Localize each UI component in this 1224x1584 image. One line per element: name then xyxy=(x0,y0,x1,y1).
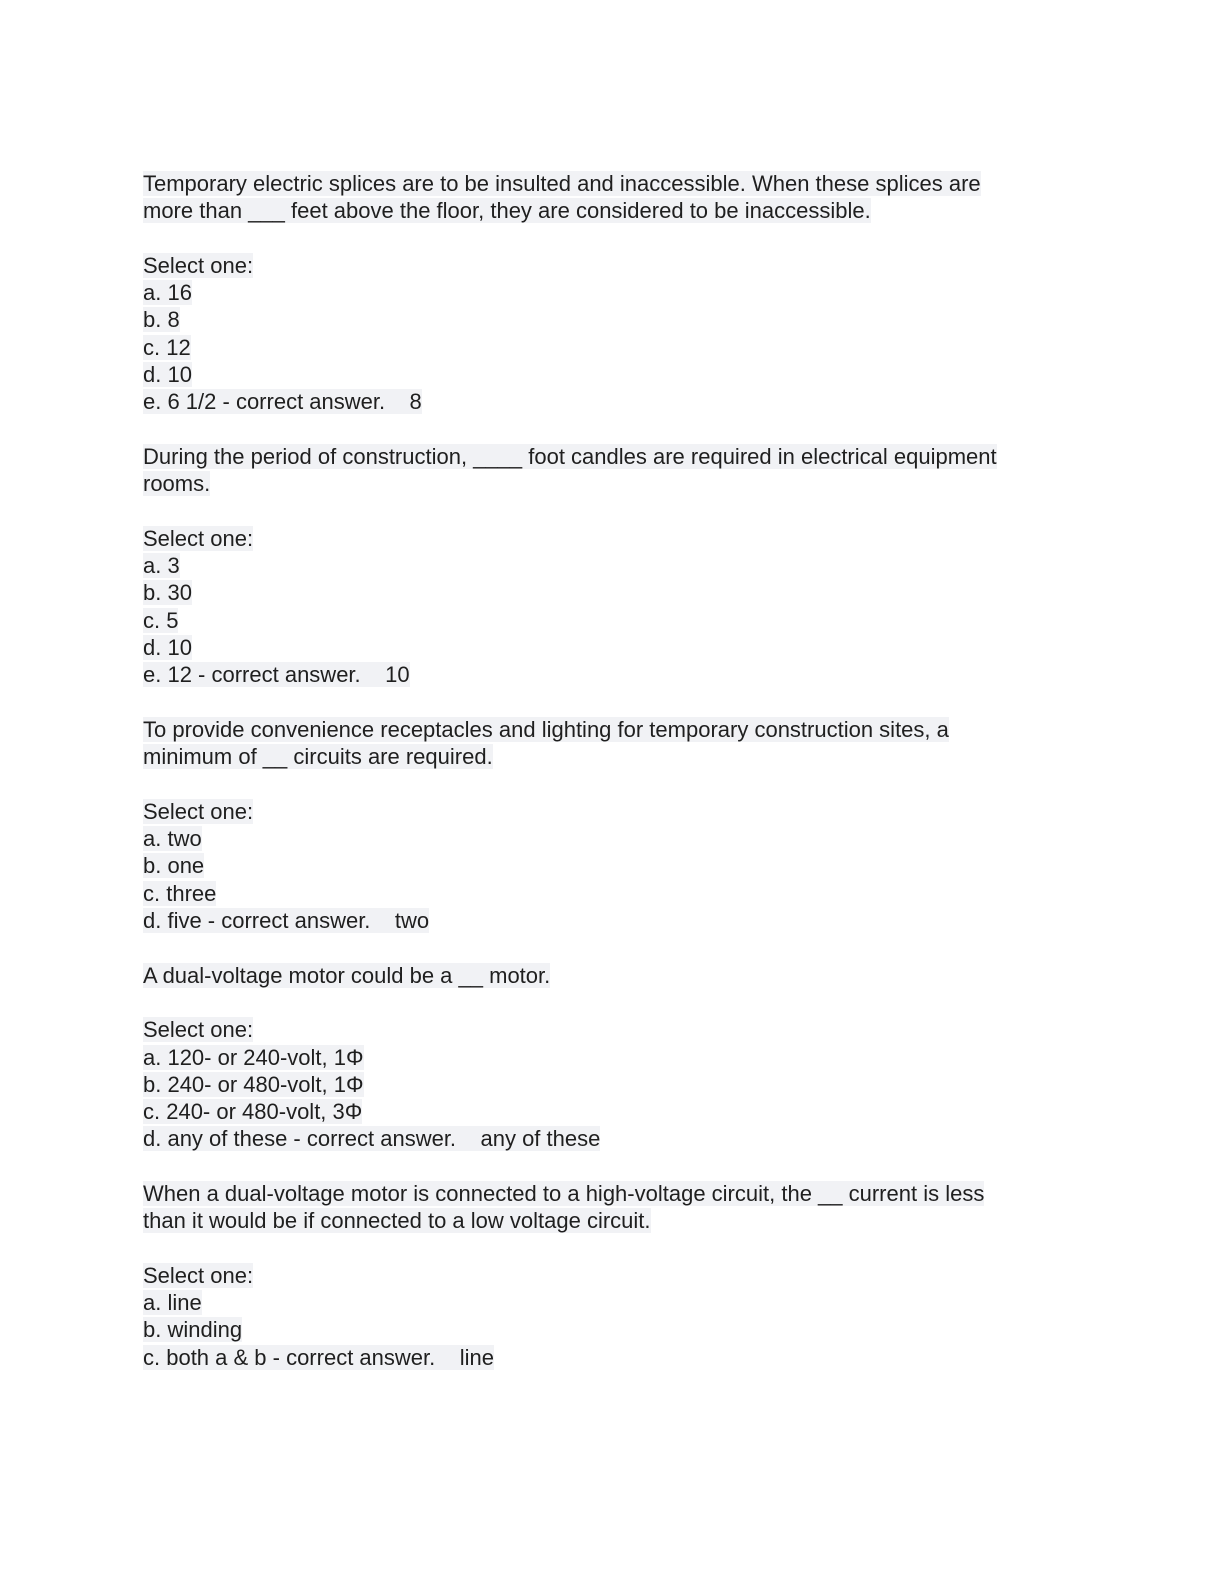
answer-option: b. 30 xyxy=(143,580,192,606)
document-page xyxy=(143,170,1083,1371)
answer-option: c. 5 xyxy=(143,607,179,633)
answer-option: a. 16 xyxy=(143,280,192,306)
answer-option-with-correct-answer: c. both a & b - correct answer. line xyxy=(143,1344,494,1370)
question-4 xyxy=(143,962,1083,1180)
question-text-line: To provide convenience receptacles and lighting for temporary construction sites, a xyxy=(143,716,949,742)
question-text-line: more than ___ feet above the floor, they are considered to be inaccessible. xyxy=(143,198,871,224)
answer-option: b. one xyxy=(143,853,205,879)
select-prompt: Select one: xyxy=(143,1017,254,1043)
answer-option: d. 10 xyxy=(143,362,192,388)
answer-option: b. 240- or 480-volt, 1Φ xyxy=(143,1071,364,1097)
answer-option: c. 12 xyxy=(143,334,191,360)
question-text-line: Temporary electric splices are to be insulted and inaccessible. When these splices are xyxy=(143,171,981,196)
answer-option: a. two xyxy=(143,826,202,852)
answer-option-with-correct-answer: d. five - correct answer. two xyxy=(143,908,430,934)
answer-option: c. three xyxy=(143,880,217,906)
question-2 xyxy=(143,443,1083,716)
select-prompt: Select one: xyxy=(143,1262,254,1288)
question-text-line: rooms. xyxy=(143,471,211,497)
question-5 xyxy=(143,1180,1083,1371)
question-text-line: than it would be if connected to a low voltage circuit. xyxy=(143,1208,651,1234)
answer-option: b. 8 xyxy=(143,307,180,333)
question-text-line: minimum of __ circuits are required. xyxy=(143,744,493,770)
answer-option: c. 240- or 480-volt, 3Φ xyxy=(143,1099,363,1125)
answer-option: a. line xyxy=(143,1290,202,1316)
select-prompt: Select one: xyxy=(143,525,254,551)
answer-option-with-correct-answer: d. any of these - correct answer. any of these xyxy=(143,1126,601,1152)
select-prompt: Select one: xyxy=(143,798,254,824)
answer-option-with-correct-answer: e. 12 - correct answer. 10 xyxy=(143,662,410,688)
answer-option: a. 3 xyxy=(143,553,180,579)
answer-option-with-correct-answer: e. 6 1/2 - correct answer. 8 xyxy=(143,389,422,415)
question-3 xyxy=(143,716,1083,962)
question-text-line: A dual-voltage motor could be a __ motor. xyxy=(143,962,551,988)
answer-option: a. 120- or 240-volt, 1Φ xyxy=(143,1044,364,1070)
question-1 xyxy=(143,170,1083,443)
question-text-line: During the period of construction, ____ foot candles are required in electrical equipment xyxy=(143,443,997,469)
answer-option: b. winding xyxy=(143,1317,243,1343)
answer-option: d. 10 xyxy=(143,635,192,661)
select-prompt: Select one: xyxy=(143,252,254,278)
question-text-line: When a dual-voltage motor is connected to a high-voltage circuit, the __ current is less xyxy=(143,1180,985,1206)
